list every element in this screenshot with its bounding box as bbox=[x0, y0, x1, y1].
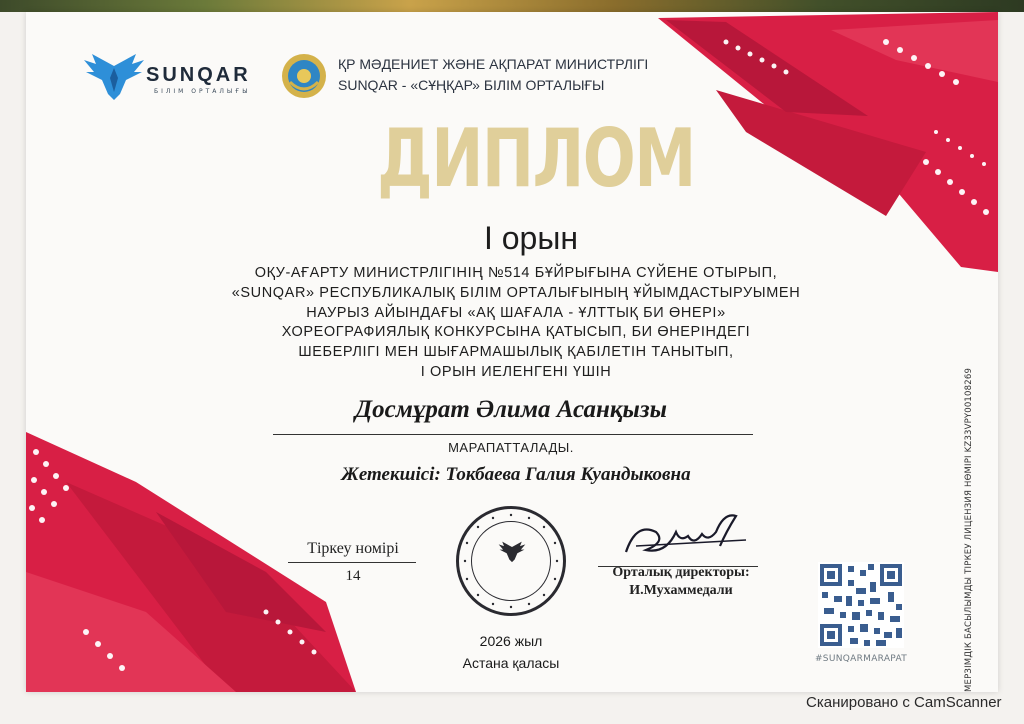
hashtag-label: #SUNQARMARAPAT bbox=[814, 654, 908, 664]
logo-subtitle: БІЛІМ ОРТАЛЫҒЫ bbox=[154, 88, 251, 95]
registration-label: Тіркеу номірі bbox=[307, 540, 399, 557]
place-label: I орын bbox=[483, 220, 579, 256]
qr-code-icon bbox=[818, 562, 904, 648]
mentor-name: Жетекшісі: Токбаева Галия Куандыковна bbox=[341, 464, 691, 485]
award-text bbox=[166, 264, 866, 383]
director-block bbox=[591, 564, 771, 600]
award-text-line: ШЕБЕРЛІГІ МЕН ШЫҒАРМАШЫЛЫҚ ҚАБІЛЕТІН ТАНЫТЫП, bbox=[298, 344, 734, 361]
signature-icon bbox=[616, 502, 756, 564]
seal-icon bbox=[456, 506, 566, 616]
license-note-text: МЕРЗІМДІК БАСЫЛЫМДЫ ТІРКЕУ ЛИЦЕНЗИЯ НӨМІРІ KZ33VPY00108269 bbox=[964, 367, 974, 692]
date-block bbox=[456, 630, 566, 674]
diploma-paper bbox=[26, 12, 998, 692]
scanner-watermark: Сканировано с CamScanner bbox=[806, 694, 1002, 711]
award-text-line: «SUNQAR» РЕСПУБЛИКАЛЫҚ БІЛІМ ОРТАЛЫҒЫНЫҢ ҰЙЫМДАСТЫРУЫМЕН bbox=[231, 284, 801, 301]
logo-name: SUNQAR bbox=[146, 64, 251, 86]
state-emblem-icon bbox=[280, 52, 328, 100]
director-name: И.Мухаммедали bbox=[629, 583, 733, 598]
license-note bbox=[964, 367, 974, 692]
registration-line bbox=[288, 562, 416, 563]
diploma-title: ДИПЛОМ bbox=[377, 112, 695, 205]
eagle-logo-icon bbox=[82, 48, 146, 102]
award-text-line: НАУРЫЗ АЙЫНДАҒЫ «АҚ ШАҒАЛА - ҰЛТТЫҚ БИ ӨНЕРІ» bbox=[306, 304, 726, 321]
year-label: 2026 жыл bbox=[479, 633, 543, 649]
recipient-underline bbox=[273, 434, 753, 435]
ministry-line-2: SUNQAR - «СҰҢҚАР» БІЛІМ ОРТАЛЫҒЫ bbox=[338, 77, 605, 93]
award-text-line: I ОРЫН ИЕЛЕНГЕНІ ҮШІН bbox=[420, 363, 612, 380]
top-photo-strip bbox=[0, 0, 1024, 12]
city-label: Астана қаласы bbox=[462, 655, 560, 671]
award-text-line: ХОРЕОГРАФИЯЛЫҚ КОНКУРСЫНА ҚАТЫСЫП, БИ ӨНЕРІНДЕГІ bbox=[281, 324, 751, 341]
ministry-header bbox=[338, 54, 648, 96]
award-text-line: ОҚУ-АҒАРТУ МИНИСТРЛІГІНІҢ №514 БҰЙРЫҒЫНА СҮЙЕНЕ ОТЫРЫП, bbox=[254, 265, 778, 281]
registration-number: 14 bbox=[345, 568, 361, 584]
recipient-name: Досмұрат Әлима Асанқызы bbox=[355, 396, 667, 423]
awarded-label: МАРАПАТТАЛАДЫ. bbox=[448, 440, 574, 455]
director-title: Орталық директоры: bbox=[612, 565, 750, 580]
ministry-line-1: ҚР МӘДЕНИЕТ ЖӘНЕ АҚПАРАТ МИНИСТРЛІГІ bbox=[338, 56, 649, 72]
